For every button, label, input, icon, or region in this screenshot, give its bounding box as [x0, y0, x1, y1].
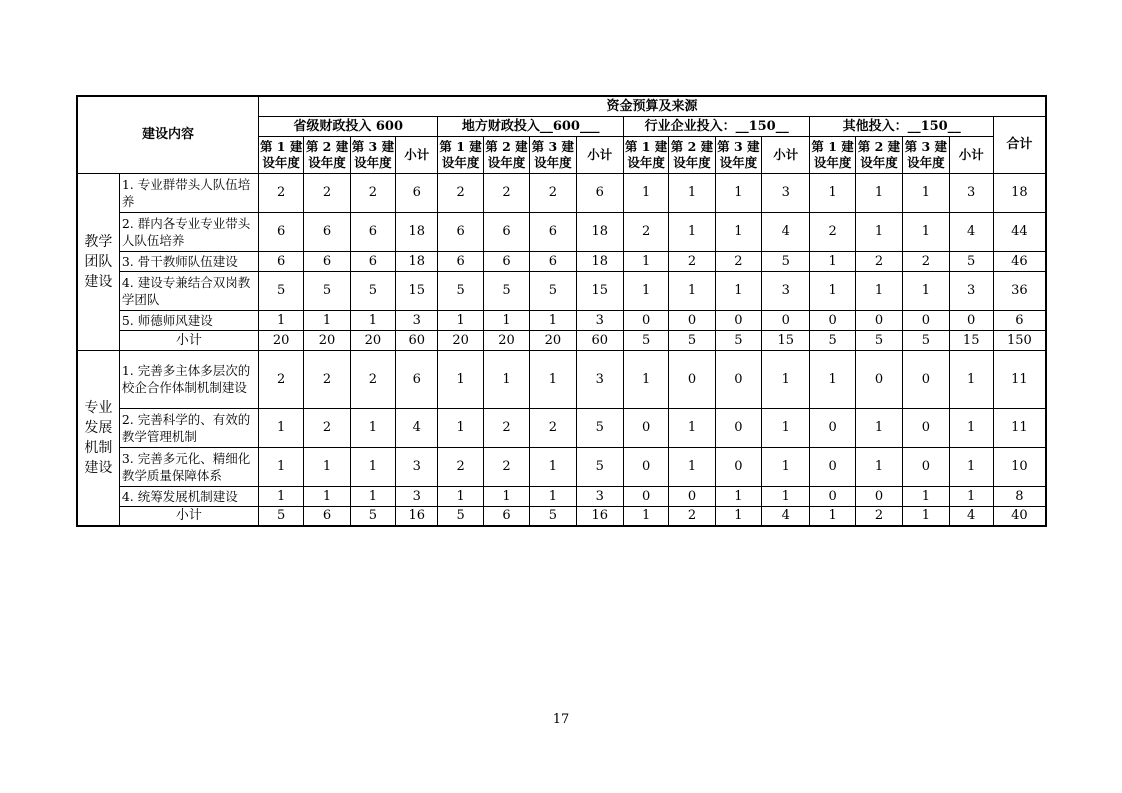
item-label: 3. 完善多元化、精细化教学质量保障体系 [119, 447, 258, 486]
value-cell: 1 [530, 350, 576, 408]
value-cell: 1 [810, 251, 855, 271]
item-label: 4. 建设专兼结合双岗教学团队 [119, 271, 258, 310]
value-cell: 6 [396, 350, 438, 408]
value-cell: 6 [438, 212, 483, 251]
item-label: 2. 群内各专业专业带头人队伍培养 [119, 212, 258, 251]
value-cell: 5 [949, 251, 993, 271]
subtotal-cell: 4 [762, 506, 810, 526]
year-col-header: 第 2 建设年度 [855, 136, 902, 173]
subtotal-cell: 5 [715, 330, 761, 350]
value-cell: 1 [715, 173, 761, 212]
value-cell: 15 [396, 271, 438, 310]
value-cell: 1 [304, 310, 350, 330]
value-cell: 2 [903, 251, 949, 271]
subtotal-cell: 5 [855, 330, 902, 350]
value-cell: 6 [438, 251, 483, 271]
year-col-header: 第 1 建设年度 [438, 136, 483, 173]
value-cell: 6 [350, 212, 395, 251]
value-cell: 1 [810, 173, 855, 212]
value-cell: 2 [530, 408, 576, 447]
value-cell: 1 [762, 447, 810, 486]
value-cell: 6 [483, 212, 529, 251]
value-cell: 18 [396, 212, 438, 251]
value-cell: 1 [483, 350, 529, 408]
value-cell: 0 [715, 408, 761, 447]
table-row [77, 350, 1046, 408]
table-row [77, 447, 1046, 486]
value-cell: 2 [438, 447, 483, 486]
year-col-header: 第 1 建设年度 [810, 136, 855, 173]
value-cell: 0 [855, 350, 902, 408]
value-cell: 1 [669, 447, 715, 486]
value-cell: 1 [304, 486, 350, 506]
value-cell: 0 [669, 350, 715, 408]
value-cell: 1 [855, 212, 902, 251]
value-cell: 6 [576, 173, 623, 212]
value-cell: 2 [483, 173, 529, 212]
value-cell: 0 [810, 408, 855, 447]
table-row [77, 310, 1046, 330]
value-cell: 0 [903, 447, 949, 486]
value-cell: 1 [350, 310, 395, 330]
category-cell: 专业发展机制建设 [77, 350, 119, 526]
value-cell: 3 [396, 310, 438, 330]
value-cell: 1 [258, 408, 303, 447]
year-col-header: 第 3 建设年度 [903, 136, 949, 173]
value-cell: 0 [715, 350, 761, 408]
subtotal-cell: 20 [483, 330, 529, 350]
subtotal-row [77, 330, 1046, 350]
table-row [77, 486, 1046, 506]
subtotal-cell: 20 [530, 330, 576, 350]
value-cell: 6 [350, 251, 395, 271]
value-cell: 0 [623, 408, 668, 447]
value-cell: 6 [258, 251, 303, 271]
category-cell: 教学团队建设 [77, 173, 119, 350]
value-cell: 18 [396, 251, 438, 271]
subtotal-cell: 60 [396, 330, 438, 350]
value-cell: 1 [855, 408, 902, 447]
year-col-header: 第 1 建设年度 [623, 136, 668, 173]
subtotal-cell: 5 [258, 506, 303, 526]
year-col-header: 第 3 建设年度 [350, 136, 395, 173]
table-row [77, 212, 1046, 251]
value-cell: 1 [949, 447, 993, 486]
value-cell: 18 [576, 212, 623, 251]
value-cell: 1 [623, 350, 668, 408]
value-cell: 1 [623, 173, 668, 212]
value-cell: 0 [903, 310, 949, 330]
value-cell: 2 [258, 350, 303, 408]
value-cell: 0 [810, 447, 855, 486]
row-total-cell: 6 [993, 310, 1046, 330]
value-cell: 1 [903, 271, 949, 310]
value-cell: 2 [350, 173, 395, 212]
subtotal-row [77, 506, 1046, 526]
value-cell: 3 [949, 271, 993, 310]
subtotal-cell: 5 [810, 330, 855, 350]
value-cell: 4 [949, 212, 993, 251]
subtotal-cell: 6 [483, 506, 529, 526]
value-cell: 0 [623, 447, 668, 486]
row-total-cell: 10 [993, 447, 1046, 486]
value-cell: 1 [715, 271, 761, 310]
value-cell: 1 [623, 251, 668, 271]
value-cell: 5 [304, 271, 350, 310]
subtotal-cell: 6 [304, 506, 350, 526]
value-cell: 1 [623, 271, 668, 310]
value-cell: 3 [396, 447, 438, 486]
value-cell: 5 [762, 251, 810, 271]
group-other: 其他投入：__150__ [810, 116, 993, 136]
subtotal-cell: 2 [669, 506, 715, 526]
value-cell: 1 [304, 447, 350, 486]
value-cell: 1 [530, 486, 576, 506]
header-grand-total: 合计 [993, 116, 1046, 173]
value-cell: 2 [304, 173, 350, 212]
row-total-cell: 8 [993, 486, 1046, 506]
value-cell: 5 [258, 271, 303, 310]
value-cell: 1 [903, 486, 949, 506]
subtotal-cell: 5 [623, 330, 668, 350]
value-cell: 2 [304, 408, 350, 447]
group-provincial: 省级财政投入 600 [258, 116, 437, 136]
subtotal-cell: 5 [438, 506, 483, 526]
value-cell: 1 [949, 350, 993, 408]
value-cell: 1 [903, 212, 949, 251]
value-cell: 1 [669, 408, 715, 447]
value-cell: 6 [304, 251, 350, 271]
value-cell: 2 [623, 212, 668, 251]
value-cell: 2 [669, 251, 715, 271]
value-cell: 2 [304, 350, 350, 408]
value-cell: 1 [350, 408, 395, 447]
group-industry: 行业企业投入：__150__ [623, 116, 810, 136]
subtotal-cell: 5 [669, 330, 715, 350]
value-cell: 6 [530, 212, 576, 251]
value-cell: 5 [350, 271, 395, 310]
subtotal-col-header: 小计 [396, 136, 438, 173]
year-col-header: 第 2 建设年度 [669, 136, 715, 173]
section-total-cell: 150 [993, 330, 1046, 350]
value-cell: 0 [623, 310, 668, 330]
subtotal-cell: 5 [530, 506, 576, 526]
value-cell: 3 [576, 350, 623, 408]
subtotal-cell: 1 [715, 506, 761, 526]
header-funding: 资金预算及来源 [258, 96, 1046, 116]
subtotal-cell: 20 [438, 330, 483, 350]
value-cell: 1 [855, 447, 902, 486]
value-cell: 2 [810, 212, 855, 251]
value-cell: 2 [483, 408, 529, 447]
year-col-header: 第 2 建设年度 [483, 136, 529, 173]
value-cell: 0 [903, 350, 949, 408]
subtotal-cell: 16 [396, 506, 438, 526]
subtotal-cell: 5 [350, 506, 395, 526]
year-col-header: 第 1 建设年度 [258, 136, 303, 173]
value-cell: 1 [530, 447, 576, 486]
value-cell: 1 [350, 447, 395, 486]
row-total-cell: 44 [993, 212, 1046, 251]
value-cell: 2 [350, 350, 395, 408]
value-cell: 4 [762, 212, 810, 251]
item-label: 2. 完善科学的、有效的教学管理机制 [119, 408, 258, 447]
subtotal-cell: 20 [304, 330, 350, 350]
item-label: 1. 完善多主体多层次的校企合作体制机制建设 [119, 350, 258, 408]
table-row [77, 251, 1046, 271]
value-cell: 1 [715, 486, 761, 506]
value-cell: 0 [855, 310, 902, 330]
value-cell: 0 [715, 447, 761, 486]
value-cell: 0 [762, 310, 810, 330]
table-row [77, 173, 1046, 212]
value-cell: 5 [576, 447, 623, 486]
item-label: 5. 师德师风建设 [119, 310, 258, 330]
header-content: 建设内容 [77, 96, 258, 173]
value-cell: 0 [810, 486, 855, 506]
value-cell: 5 [438, 271, 483, 310]
value-cell: 1 [258, 486, 303, 506]
year-col-header: 第 3 建设年度 [715, 136, 761, 173]
value-cell: 1 [438, 408, 483, 447]
value-cell: 0 [715, 310, 761, 330]
value-cell: 1 [530, 310, 576, 330]
value-cell: 1 [855, 173, 902, 212]
value-cell: 6 [396, 173, 438, 212]
group-local: 地方财政投入__600___ [438, 116, 623, 136]
subtotal-col-header: 小计 [762, 136, 810, 173]
value-cell: 6 [258, 212, 303, 251]
subtotal-cell: 1 [810, 506, 855, 526]
page-number: 17 [552, 712, 570, 727]
value-cell: 1 [258, 447, 303, 486]
row-total-cell: 11 [993, 408, 1046, 447]
value-cell: 3 [949, 173, 993, 212]
value-cell: 0 [949, 310, 993, 330]
value-cell: 1 [903, 173, 949, 212]
table-row [77, 408, 1046, 447]
value-cell: 0 [855, 486, 902, 506]
subtotal-cell: 1 [903, 506, 949, 526]
value-cell: 5 [530, 271, 576, 310]
value-cell: 1 [438, 486, 483, 506]
budget-table [76, 95, 1047, 527]
subtotal-cell: 15 [762, 330, 810, 350]
value-cell: 1 [855, 271, 902, 310]
value-cell: 0 [623, 486, 668, 506]
subtotal-col-header: 小计 [576, 136, 623, 173]
year-col-header: 第 2 建设年度 [304, 136, 350, 173]
value-cell: 2 [438, 173, 483, 212]
subtotal-cell: 1 [623, 506, 668, 526]
subtotal-cell: 16 [576, 506, 623, 526]
value-cell: 1 [810, 271, 855, 310]
value-cell: 1 [438, 310, 483, 330]
value-cell: 3 [762, 271, 810, 310]
value-cell: 18 [576, 251, 623, 271]
value-cell: 0 [669, 486, 715, 506]
subtotal-cell: 20 [258, 330, 303, 350]
item-label: 3. 骨干教师队伍建设 [119, 251, 258, 271]
value-cell: 2 [258, 173, 303, 212]
value-cell: 1 [762, 408, 810, 447]
value-cell: 3 [576, 310, 623, 330]
value-cell: 1 [258, 310, 303, 330]
value-cell: 0 [903, 408, 949, 447]
subtotal-col-header: 小计 [949, 136, 993, 173]
value-cell: 1 [669, 271, 715, 310]
value-cell: 15 [576, 271, 623, 310]
value-cell: 1 [483, 486, 529, 506]
value-cell: 3 [762, 173, 810, 212]
value-cell: 1 [669, 212, 715, 251]
value-cell: 3 [396, 486, 438, 506]
value-cell: 1 [810, 350, 855, 408]
year-col-header: 第 3 建设年度 [530, 136, 576, 173]
value-cell: 6 [530, 251, 576, 271]
subtotal-cell: 60 [576, 330, 623, 350]
subtotal-cell: 15 [949, 330, 993, 350]
value-cell: 1 [762, 486, 810, 506]
table-row [77, 271, 1046, 310]
subtotal-cell: 2 [855, 506, 902, 526]
value-cell: 0 [810, 310, 855, 330]
section-total-cell: 40 [993, 506, 1046, 526]
value-cell: 3 [576, 486, 623, 506]
subtotal-cell: 20 [350, 330, 395, 350]
row-total-cell: 11 [993, 350, 1046, 408]
value-cell: 2 [715, 251, 761, 271]
value-cell: 2 [483, 447, 529, 486]
value-cell: 1 [350, 486, 395, 506]
value-cell: 2 [530, 173, 576, 212]
value-cell: 0 [669, 310, 715, 330]
value-cell: 6 [304, 212, 350, 251]
subtotal-label: 小计 [119, 506, 258, 526]
subtotal-cell: 5 [903, 330, 949, 350]
item-label: 1. 专业群带头人队伍培养 [119, 173, 258, 212]
row-total-cell: 36 [993, 271, 1046, 310]
value-cell: 1 [669, 173, 715, 212]
value-cell: 1 [949, 408, 993, 447]
subtotal-label: 小计 [119, 330, 258, 350]
value-cell: 6 [483, 251, 529, 271]
value-cell: 1 [949, 486, 993, 506]
value-cell: 5 [576, 408, 623, 447]
row-total-cell: 46 [993, 251, 1046, 271]
value-cell: 1 [762, 350, 810, 408]
row-total-cell: 18 [993, 173, 1046, 212]
value-cell: 1 [438, 350, 483, 408]
value-cell: 1 [483, 310, 529, 330]
item-label: 4. 统筹发展机制建设 [119, 486, 258, 506]
value-cell: 2 [855, 251, 902, 271]
value-cell: 4 [396, 408, 438, 447]
subtotal-cell: 4 [949, 506, 993, 526]
value-cell: 1 [715, 212, 761, 251]
value-cell: 5 [483, 271, 529, 310]
